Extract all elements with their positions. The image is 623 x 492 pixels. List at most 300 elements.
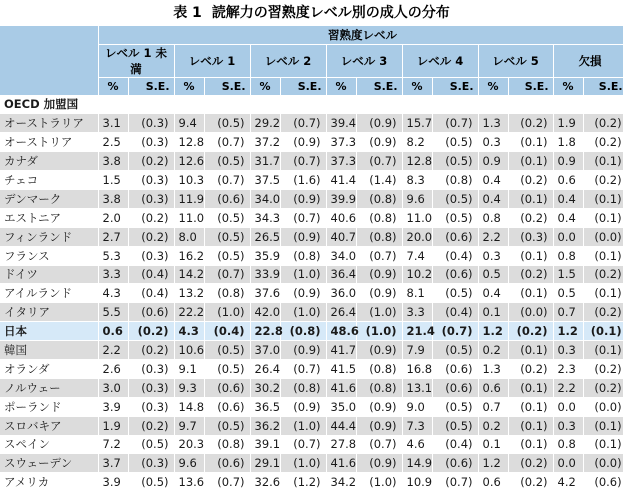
pct-cell: 0.8 <box>478 208 508 227</box>
se-cell: (0.2) <box>583 265 623 284</box>
pct-cell: 9.6 <box>174 454 204 473</box>
header-pct-1: % <box>174 77 204 95</box>
pct-cell: 7.9 <box>402 341 432 360</box>
pct-cell: 3.8 <box>98 152 128 171</box>
pct-cell: 35.9 <box>250 246 280 265</box>
se-cell: (0.5) <box>204 416 250 435</box>
pct-cell: 37.3 <box>326 133 356 152</box>
pct-cell: 0.7 <box>478 397 508 416</box>
header-se-2: S.E. <box>280 77 326 95</box>
se-cell: (0.2) <box>508 114 553 133</box>
se-cell: (0.1) <box>508 435 553 454</box>
pct-cell: 34.0 <box>326 246 356 265</box>
pct-cell: 26.4 <box>250 359 280 378</box>
se-cell: (0.2) <box>583 171 623 190</box>
pct-cell: 10.3 <box>174 171 204 190</box>
pct-cell: 1.9 <box>553 114 583 133</box>
se-cell: (0.2) <box>128 416 174 435</box>
se-cell: (0.0) <box>508 303 553 322</box>
pct-cell: 40.7 <box>326 227 356 246</box>
se-cell: (1.0) <box>280 303 326 322</box>
header-se-1: S.E. <box>204 77 250 95</box>
pct-cell: 3.1 <box>98 114 128 133</box>
se-cell: (0.9) <box>356 265 402 284</box>
se-cell: (0.3) <box>508 227 553 246</box>
se-cell: (0.8) <box>356 359 402 378</box>
header-se-0: S.E. <box>128 77 174 95</box>
se-cell: (0.5) <box>128 473 174 492</box>
se-cell: (0.7) <box>356 246 402 265</box>
table-row <box>0 114 623 133</box>
se-cell: (0.3) <box>128 171 174 190</box>
pct-cell: 4.3 <box>174 322 204 341</box>
se-cell: (0.2) <box>508 454 553 473</box>
pct-cell: 0.5 <box>478 265 508 284</box>
pct-cell: 9.6 <box>402 189 432 208</box>
se-cell: (0.7) <box>280 435 326 454</box>
se-cell: (0.5) <box>432 416 478 435</box>
pct-cell: 2.2 <box>98 341 128 360</box>
pct-cell: 1.3 <box>478 359 508 378</box>
se-cell: (0.2) <box>128 227 174 246</box>
pct-cell: 5.5 <box>98 303 128 322</box>
pct-cell: 0.7 <box>553 303 583 322</box>
pct-cell: 21.4 <box>402 322 432 341</box>
table-row <box>0 416 623 435</box>
se-cell: (0.2) <box>583 378 623 397</box>
se-cell: (0.5) <box>204 114 250 133</box>
se-cell: (0.3) <box>128 133 174 152</box>
se-cell: (1.0) <box>356 473 402 492</box>
pct-cell: 37.6 <box>250 284 280 303</box>
pct-cell: 8.2 <box>402 133 432 152</box>
se-cell: (1.0) <box>356 303 402 322</box>
se-cell: (0.8) <box>356 189 402 208</box>
se-cell: (0.7) <box>356 435 402 454</box>
se-cell: (0.8) <box>356 227 402 246</box>
se-cell: (1.0) <box>280 454 326 473</box>
se-cell: (0.8) <box>356 378 402 397</box>
header-se-3: S.E. <box>356 77 402 95</box>
se-cell: (0.7) <box>280 152 326 171</box>
se-cell: (0.2) <box>128 152 174 171</box>
pct-cell: 41.4 <box>326 171 356 190</box>
se-cell: (0.1) <box>583 416 623 435</box>
se-cell: (0.7) <box>356 152 402 171</box>
country-cell: デンマーク <box>0 189 98 208</box>
se-cell: (0.6) <box>432 378 478 397</box>
pct-cell: 20.0 <box>402 227 432 246</box>
se-cell: (0.3) <box>128 397 174 416</box>
header-level-2: レベル 2 <box>250 44 326 77</box>
se-cell: (0.8) <box>280 322 326 341</box>
pct-cell: 0.8 <box>553 435 583 454</box>
se-cell: (0.9) <box>280 189 326 208</box>
se-cell: (0.4) <box>128 265 174 284</box>
pct-cell: 11.0 <box>174 208 204 227</box>
se-cell: (0.6) <box>432 454 478 473</box>
table-row <box>0 208 623 227</box>
se-cell: (0.1) <box>508 133 553 152</box>
pct-cell: 37.2 <box>250 133 280 152</box>
header-pct-3: % <box>326 77 356 95</box>
header-level-3: レベル 3 <box>326 44 402 77</box>
pct-cell: 22.2 <box>174 303 204 322</box>
se-cell: (0.6) <box>204 189 250 208</box>
se-cell: (0.3) <box>128 378 174 397</box>
pct-cell: 35.0 <box>326 397 356 416</box>
se-cell: (0.0) <box>583 454 623 473</box>
country-cell: アイルランド <box>0 284 98 303</box>
table-row <box>0 435 623 454</box>
table-row <box>0 341 623 360</box>
pct-cell: 2.3 <box>553 359 583 378</box>
se-cell: (0.1) <box>583 322 623 341</box>
se-cell: (0.5) <box>204 359 250 378</box>
pct-cell: 8.0 <box>174 227 204 246</box>
pct-cell: 0.3 <box>553 341 583 360</box>
country-cell: 韓国 <box>0 341 98 360</box>
se-cell: (0.8) <box>432 171 478 190</box>
se-cell: (0.3) <box>128 189 174 208</box>
se-cell: (0.5) <box>204 227 250 246</box>
se-cell: (0.5) <box>128 435 174 454</box>
country-cell: ドイツ <box>0 265 98 284</box>
pct-cell: 16.8 <box>402 359 432 378</box>
se-cell: (0.6) <box>432 227 478 246</box>
pct-cell: 10.9 <box>402 473 432 492</box>
se-cell: (0.1) <box>508 341 553 360</box>
pct-cell: 3.8 <box>98 189 128 208</box>
table-row <box>0 246 623 265</box>
pct-cell: 10.6 <box>174 341 204 360</box>
pct-cell: 12.8 <box>402 152 432 171</box>
country-cell: ノルウェー <box>0 378 98 397</box>
pct-cell: 1.2 <box>478 454 508 473</box>
se-cell: (0.1) <box>508 397 553 416</box>
se-cell: (0.2) <box>508 322 553 341</box>
country-cell: オランダ <box>0 359 98 378</box>
se-cell: (1.0) <box>280 265 326 284</box>
pct-cell: 2.5 <box>98 133 128 152</box>
table-row <box>0 171 623 190</box>
se-cell: (0.2) <box>508 359 553 378</box>
pct-cell: 12.8 <box>174 133 204 152</box>
pct-cell: 0.6 <box>98 322 128 341</box>
pct-cell: 2.7 <box>98 227 128 246</box>
pct-cell: 22.8 <box>250 322 280 341</box>
se-cell: (0.1) <box>508 284 553 303</box>
pct-cell: 0.1 <box>478 435 508 454</box>
pct-cell: 36.0 <box>326 284 356 303</box>
table-body <box>0 95 623 492</box>
se-cell: (0.5) <box>204 152 250 171</box>
se-cell: (1.0) <box>280 416 326 435</box>
pct-cell: 1.2 <box>553 322 583 341</box>
pct-cell: 8.3 <box>402 171 432 190</box>
table-row <box>0 397 623 416</box>
pct-cell: 42.0 <box>250 303 280 322</box>
header-level-4: レベル 4 <box>402 44 478 77</box>
se-cell: (0.7) <box>280 208 326 227</box>
pct-cell: 29.1 <box>250 454 280 473</box>
se-cell: (1.2) <box>280 473 326 492</box>
pct-cell: 20.3 <box>174 435 204 454</box>
pct-cell: 3.7 <box>98 454 128 473</box>
pct-cell: 4.2 <box>553 473 583 492</box>
pct-cell: 2.2 <box>478 227 508 246</box>
pct-cell: 1.8 <box>553 133 583 152</box>
se-cell: (0.0) <box>583 227 623 246</box>
pct-cell: 0.9 <box>553 152 583 171</box>
pct-cell: 37.5 <box>250 171 280 190</box>
pct-cell: 9.7 <box>174 416 204 435</box>
se-cell: (0.7) <box>432 473 478 492</box>
pct-cell: 48.6 <box>326 322 356 341</box>
country-cell: フィンランド <box>0 227 98 246</box>
se-cell: (0.1) <box>583 246 623 265</box>
se-cell: (0.6) <box>204 454 250 473</box>
table-number: 表 1 <box>173 5 202 21</box>
pct-cell: 0.6 <box>478 473 508 492</box>
header-pct-4: % <box>402 77 432 95</box>
pct-cell: 0.2 <box>478 416 508 435</box>
se-cell: (0.6) <box>583 473 623 492</box>
se-cell: (0.9) <box>280 397 326 416</box>
pct-cell: 0.0 <box>553 227 583 246</box>
se-cell: (0.8) <box>204 284 250 303</box>
pct-cell: 27.8 <box>326 435 356 454</box>
pct-cell: 26.4 <box>326 303 356 322</box>
table-header <box>0 26 623 95</box>
pct-cell: 34.2 <box>326 473 356 492</box>
pct-cell: 2.2 <box>553 378 583 397</box>
se-cell: (0.8) <box>356 208 402 227</box>
pct-cell: 1.5 <box>98 171 128 190</box>
table-row <box>0 265 623 284</box>
se-cell: (1.6) <box>280 171 326 190</box>
pct-cell: 39.9 <box>326 189 356 208</box>
se-cell: (0.9) <box>280 284 326 303</box>
se-cell: (0.1) <box>583 435 623 454</box>
pct-cell: 7.4 <box>402 246 432 265</box>
pct-cell: 0.6 <box>478 378 508 397</box>
pct-cell: 36.5 <box>250 397 280 416</box>
pct-cell: 4.3 <box>98 284 128 303</box>
se-cell: (0.7) <box>204 171 250 190</box>
se-cell: (0.5) <box>432 152 478 171</box>
se-cell: (0.9) <box>280 133 326 152</box>
pct-cell: 11.0 <box>402 208 432 227</box>
pct-cell: 32.6 <box>250 473 280 492</box>
pct-cell: 12.6 <box>174 152 204 171</box>
pct-cell: 1.3 <box>478 114 508 133</box>
se-cell: (0.2) <box>583 359 623 378</box>
country-cell: フランス <box>0 246 98 265</box>
se-cell: (0.7) <box>432 322 478 341</box>
pct-cell: 0.4 <box>478 171 508 190</box>
se-cell: (0.3) <box>128 359 174 378</box>
pct-cell: 9.1 <box>174 359 204 378</box>
pct-cell: 13.2 <box>174 284 204 303</box>
se-cell: (0.4) <box>432 246 478 265</box>
pct-cell: 36.2 <box>250 416 280 435</box>
country-cell: スペイン <box>0 435 98 454</box>
se-cell: (0.7) <box>280 359 326 378</box>
se-cell: (0.9) <box>356 341 402 360</box>
pct-cell: 0.8 <box>553 246 583 265</box>
pct-cell: 0.5 <box>553 284 583 303</box>
se-cell: (0.1) <box>508 246 553 265</box>
pct-cell: 34.0 <box>250 189 280 208</box>
table-title-text: 読解力の習熟度レベル別の成人の分布 <box>211 5 450 21</box>
pct-cell: 7.3 <box>402 416 432 435</box>
pct-cell: 3.0 <box>98 378 128 397</box>
se-cell: (0.0) <box>583 397 623 416</box>
se-cell: (0.1) <box>508 378 553 397</box>
country-cell: ポーランド <box>0 397 98 416</box>
se-cell: (0.5) <box>432 397 478 416</box>
se-cell: (0.4) <box>432 303 478 322</box>
pct-cell: 31.7 <box>250 152 280 171</box>
table-row <box>0 454 623 473</box>
country-cell: スロバキア <box>0 416 98 435</box>
pct-cell: 8.1 <box>402 284 432 303</box>
se-cell: (0.3) <box>128 246 174 265</box>
pct-cell: 3.3 <box>402 303 432 322</box>
country-cell: カナダ <box>0 152 98 171</box>
group-label: OECD 加盟国 <box>0 95 623 114</box>
pct-cell: 16.2 <box>174 246 204 265</box>
pct-cell: 2.6 <box>98 359 128 378</box>
pct-cell: 2.0 <box>98 208 128 227</box>
se-cell: (0.1) <box>583 341 623 360</box>
se-cell: (0.7) <box>280 114 326 133</box>
se-cell: (0.5) <box>432 341 478 360</box>
se-cell: (0.6) <box>204 378 250 397</box>
table-row <box>0 284 623 303</box>
pct-cell: 0.6 <box>553 171 583 190</box>
table-row <box>0 227 623 246</box>
pct-cell: 3.3 <box>98 265 128 284</box>
se-cell: (0.1) <box>583 284 623 303</box>
pct-cell: 41.6 <box>326 378 356 397</box>
pct-cell: 13.6 <box>174 473 204 492</box>
pct-cell: 0.3 <box>478 246 508 265</box>
se-cell: (0.7) <box>204 133 250 152</box>
pct-cell: 3.9 <box>98 397 128 416</box>
se-cell: (0.4) <box>128 284 174 303</box>
se-cell: (0.9) <box>356 114 402 133</box>
se-cell: (0.2) <box>508 171 553 190</box>
se-cell: (0.8) <box>204 435 250 454</box>
country-cell: エストニア <box>0 208 98 227</box>
table-title <box>0 0 623 26</box>
se-cell: (0.7) <box>204 265 250 284</box>
se-cell: (0.6) <box>432 265 478 284</box>
pct-cell: 41.6 <box>326 454 356 473</box>
se-cell: (0.9) <box>356 416 402 435</box>
se-cell: (0.8) <box>280 378 326 397</box>
country-cell: チェコ <box>0 171 98 190</box>
country-cell: オーストリア <box>0 133 98 152</box>
pct-cell: 7.2 <box>98 435 128 454</box>
pct-cell: 0.2 <box>478 341 508 360</box>
header-level-5: レベル 5 <box>478 44 553 77</box>
table-row <box>0 189 623 208</box>
se-cell: (0.8) <box>280 246 326 265</box>
pct-cell: 41.5 <box>326 359 356 378</box>
se-cell: (0.5) <box>204 246 250 265</box>
pct-cell: 9.0 <box>402 397 432 416</box>
header-se-4: S.E. <box>432 77 478 95</box>
table-row <box>0 322 623 341</box>
se-cell: (0.1) <box>583 152 623 171</box>
country-cell: アメリカ <box>0 473 98 492</box>
table-row <box>0 303 623 322</box>
se-cell: (0.5) <box>204 341 250 360</box>
se-cell: (0.3) <box>128 114 174 133</box>
pct-cell: 0.3 <box>553 416 583 435</box>
pct-cell: 9.4 <box>174 114 204 133</box>
se-cell: (0.5) <box>432 133 478 152</box>
pct-cell: 37.3 <box>326 152 356 171</box>
pct-cell: 29.2 <box>250 114 280 133</box>
pct-cell: 44.4 <box>326 416 356 435</box>
se-cell: (0.5) <box>432 189 478 208</box>
pct-cell: 39.1 <box>250 435 280 454</box>
se-cell: (0.3) <box>128 454 174 473</box>
se-cell: (0.5) <box>204 208 250 227</box>
header-pct-2: % <box>250 77 280 95</box>
se-cell: (0.1) <box>583 208 623 227</box>
se-cell: (0.1) <box>508 189 553 208</box>
se-cell: (0.2) <box>508 265 553 284</box>
pct-cell: 14.2 <box>174 265 204 284</box>
pct-cell: 0.4 <box>553 189 583 208</box>
se-cell: (0.2) <box>128 208 174 227</box>
pct-cell: 0.0 <box>553 454 583 473</box>
pct-cell: 3.9 <box>98 473 128 492</box>
country-cell: スウェーデン <box>0 454 98 473</box>
header-corner <box>0 26 98 95</box>
se-cell: (0.4) <box>432 435 478 454</box>
table-row <box>0 359 623 378</box>
pct-cell: 0.4 <box>478 284 508 303</box>
pct-cell: 0.4 <box>478 189 508 208</box>
pct-cell: 39.4 <box>326 114 356 133</box>
country-cell: 日本 <box>0 322 98 341</box>
pct-cell: 11.9 <box>174 189 204 208</box>
header-se-5: S.E. <box>508 77 553 95</box>
pct-cell: 0.0 <box>553 397 583 416</box>
se-cell: (0.1) <box>508 416 553 435</box>
pct-cell: 1.9 <box>98 416 128 435</box>
se-cell: (0.2) <box>583 303 623 322</box>
pct-cell: 0.3 <box>478 133 508 152</box>
pct-cell: 13.1 <box>402 378 432 397</box>
se-cell: (0.2) <box>583 114 623 133</box>
pct-cell: 36.4 <box>326 265 356 284</box>
pct-cell: 40.6 <box>326 208 356 227</box>
se-cell: (0.2) <box>508 208 553 227</box>
pct-cell: 4.6 <box>402 435 432 454</box>
se-cell: (0.2) <box>583 133 623 152</box>
se-cell: (0.6) <box>204 397 250 416</box>
pct-cell: 41.7 <box>326 341 356 360</box>
se-cell: (0.4) <box>204 322 250 341</box>
se-cell: (0.6) <box>128 303 174 322</box>
